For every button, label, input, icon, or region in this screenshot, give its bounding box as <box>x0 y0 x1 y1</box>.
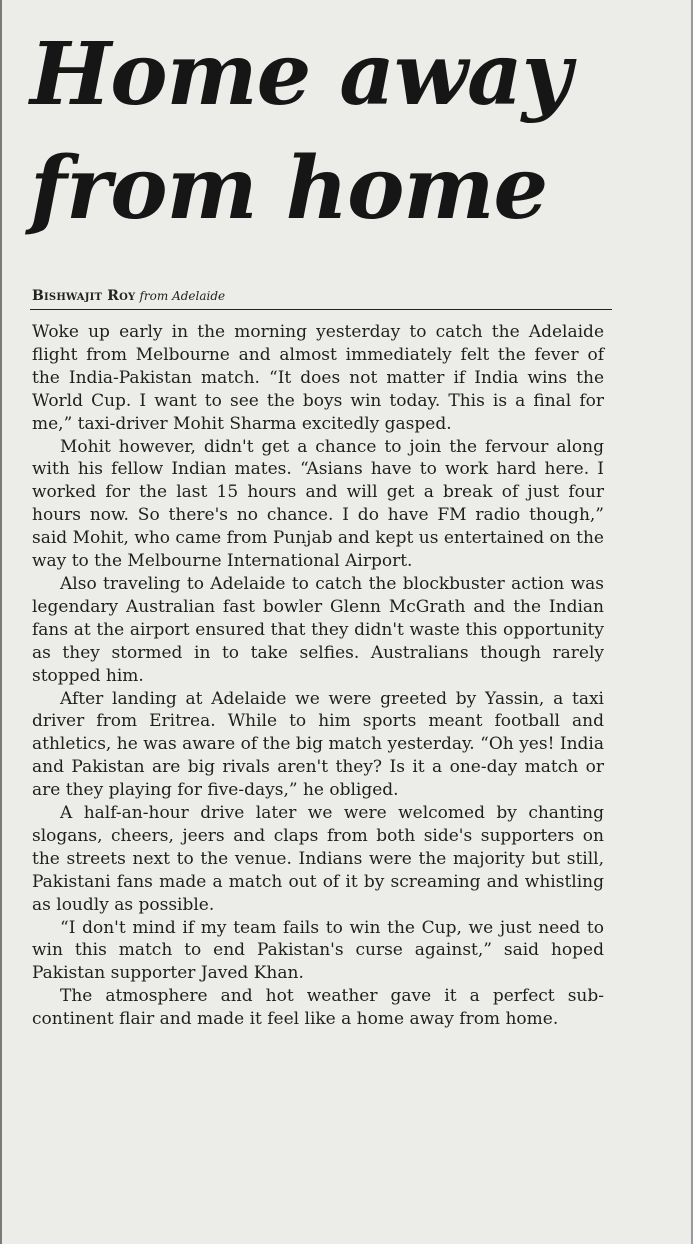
article-paragraph: Also traveling to Adelaide to catch the blockbuster action was legendary Australian fast bowler Glenn McGrath and the Indian fans at the airport ensured that they didn't waste this opportunity as they stormed in to take selfies. Australians though rarely stopped him. <box>32 573 604 686</box>
article-paragraph: The atmosphere and hot weather gave it a perfect sub-continent flair and made it feel like a home away from home. <box>32 986 604 1030</box>
byline-author: Bishwajit Roy <box>32 288 136 304</box>
article-headline: Home away from home <box>30 24 571 239</box>
byline-location: from Adelaide <box>139 289 226 303</box>
article-paragraph: Mohit however, didn't get a chance to join the fervour along with his fellow Indian mates. “Asians have to work hard here. I worked for the last 15 hours and will get a break of just four hours now. So there's no chance. I do have FM radio though,” said Mohit, who came from Punjab and kept us entertained on the way to the Melbourne International Airport. <box>32 436 604 572</box>
article-paragraph: Woke up early in the morning yesterday to catch the Adelaide flight from Melbourne and almost immediately felt the fever of the India-Pakistan match. “It does not matter if India wins the World Cup. I want to see the boys win today. This is a final for me,” taxi-driver Mohit Sharma excitedly gasped. <box>32 322 604 434</box>
byline-divider <box>30 309 612 310</box>
article-paragraph: “I don't mind if my team fails to win the Cup, we just need to win this match to end Pakistan's curse against,” said hoped Pakistan supporter Javed Khan. <box>32 917 604 984</box>
byline <box>32 287 225 306</box>
article-body <box>32 321 604 1031</box>
article-paragraph: After landing at Adelaide we were greeted by Yassin, a taxi driver from Eritrea. While to him sports meant football and athletics, he was aware of the big match yesterday. “Oh yes! India and Pakistan are big rivals aren't they? Is it a one-day match or are they playing for five-days,” he obliged. <box>32 688 604 801</box>
article-paragraph: A half-an-hour drive later we were welcomed by chanting slogans, cheers, jeers and claps from both side's supporters on the streets next to the venue. Indians were the majority but still, Pakistani fans made a match out of it by screaming and whistling as loudly as possible. <box>32 803 604 915</box>
